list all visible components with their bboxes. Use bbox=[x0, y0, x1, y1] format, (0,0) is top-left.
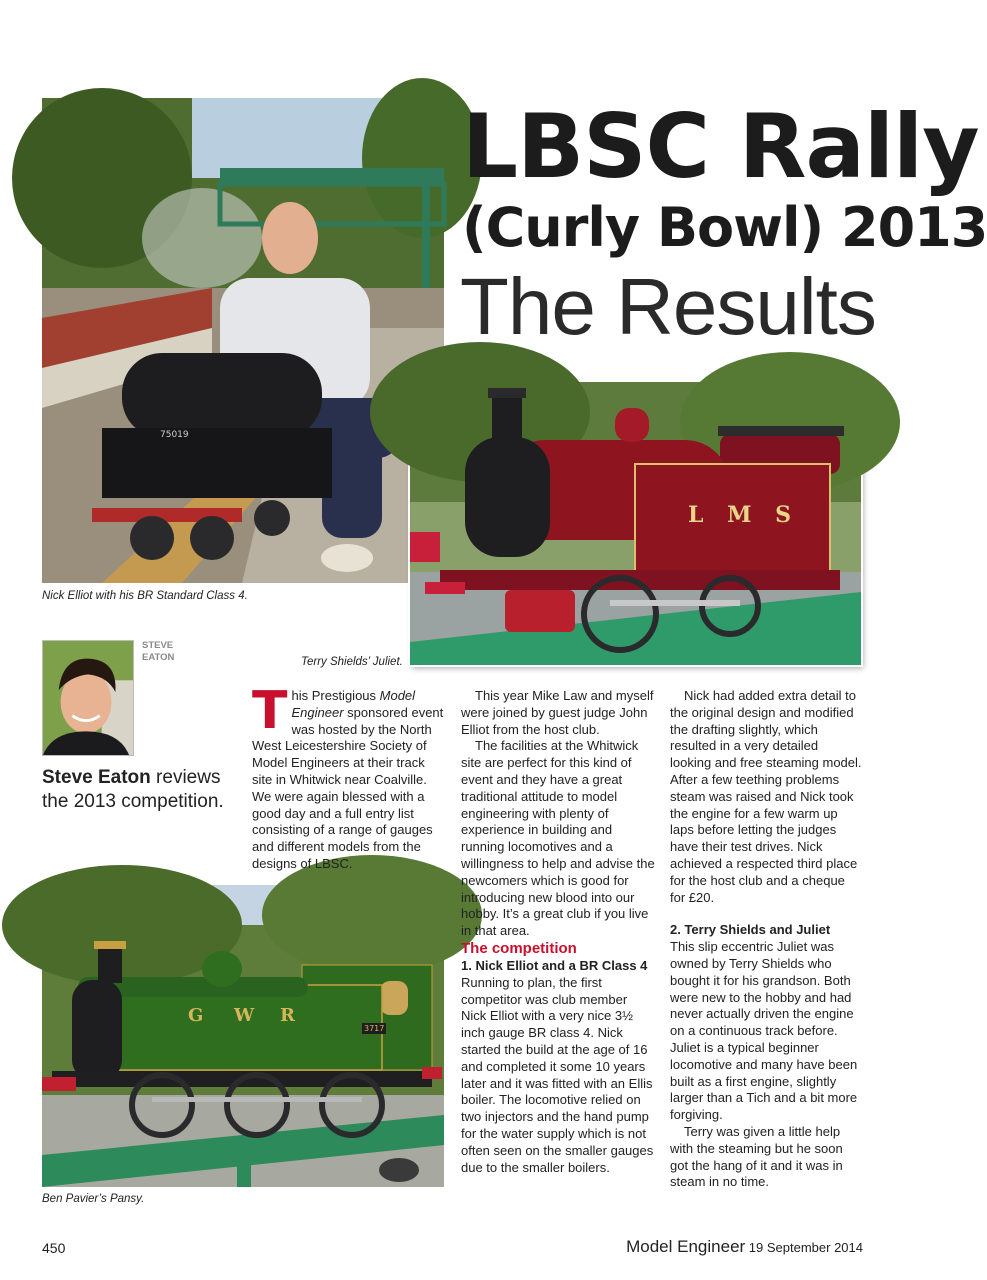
subheading-nick-elliot: 1. Nick Elliot and a BR Class 4 bbox=[461, 957, 648, 973]
photo-scene-gwr bbox=[42, 885, 444, 1187]
headline-line-2: (Curly Bowl) 2013 bbox=[462, 196, 987, 259]
article-column-3 bbox=[670, 688, 862, 1191]
author-tag bbox=[142, 640, 174, 664]
gwr-cab-number: 3717 bbox=[364, 1024, 385, 1033]
footer-magazine-name: Model Engineer bbox=[626, 1237, 746, 1256]
gwr-letter-w: W bbox=[234, 1005, 255, 1026]
footer-publication bbox=[626, 1237, 863, 1257]
author-name: Steve Eaton bbox=[42, 767, 151, 788]
col2-paragraph-2: The facilities at the Whitwick site are perfect for this kind of event and they have a great traditional attitude to model engineering with plenty of experience in building and running locomotives and a willingness to help and advise the newcomers which is good for introducing new blood into our hobby. It’s a great club if you live in that area. bbox=[461, 738, 655, 939]
page-number: 450 bbox=[42, 1240, 66, 1256]
article-intro-paragraph: This Prestigious Model Engineer sponsored event was hosted by the North West Leicestershire Society of Model Engineers at their track site in Whitwick near Coalville. We were again blessed with a good day and a full entry list consisting of a range of gauges and different models from the designs of LBSC. bbox=[252, 681, 444, 871]
photo-nick-elliot-br-class4 bbox=[42, 98, 444, 583]
col3-paragraph-2: This slip eccentric Juliet was owned by Terry Shields who bought it for his grandson. Both were new to the hobby and had never actually driven the engine on a continuous track before. Juliet is a typical beginner locomotive and many have been built as a first engine, slightly larger than a Tich and a bit more forgiving. bbox=[670, 939, 858, 1123]
caption-gwr-photo: Ben Pavier’s Pansy. bbox=[42, 1193, 145, 1205]
author-tag-last: EATON bbox=[142, 652, 175, 663]
col2-paragraph-1: This year Mike Law and myself were joined by guest judge John Elliot from the host club. bbox=[461, 688, 654, 737]
caption-lms-photo: Terry Shields’ Juliet. bbox=[301, 656, 403, 668]
col3-paragraph-3: Terry was given a little help with the steaming but he soon got the hang of it and it was in steam in no time. bbox=[670, 1123, 843, 1190]
subheading-terry-shields: 2. Terry Shields and Juliet bbox=[670, 922, 831, 938]
photo-scene-br bbox=[42, 98, 444, 583]
dropcap: T bbox=[252, 681, 288, 741]
author-headshot bbox=[42, 640, 134, 756]
br-smokebox-number: 75019 bbox=[160, 430, 189, 440]
standfirst bbox=[42, 766, 242, 814]
lms-tank-lettering: L M S bbox=[688, 502, 800, 528]
col2-paragraph-3: Running to plan, the first competitor was club member Nick Elliot with a very nice 3½ inch gauge BR class 4. Nick started the build at the age of 16 and completed it some 10 years later and it was fitted with an Ellis boiler. The locomotive relied on two injectors and the hand pump for the water supply which is not often seen on the smaller gauges due to the smaller boilers. bbox=[461, 974, 654, 1175]
headline-line-1: LBSC Rally bbox=[462, 95, 979, 198]
caption-main-photo: Nick Elliot with his BR Standard Class 4. bbox=[42, 590, 248, 602]
photo-ben-pavier-pansy bbox=[42, 885, 444, 1187]
article-column-2 bbox=[461, 688, 656, 1176]
section-heading-competition: The competition bbox=[461, 939, 577, 957]
photo-terry-shields-juliet bbox=[410, 382, 861, 665]
col3-paragraph-1: Nick had added extra detail to the original design and modified the drafting slightly, which resulted in a very detailed looking and free steaming model. After a few teething problems steam was raised and Nick took the engine for a few warm up laps before letting the judges have their test drives. Nick achieved a respected third place for the host club and a cheque for £20. bbox=[670, 688, 862, 905]
standfirst-text: reviews the 2013 competition. bbox=[42, 767, 224, 812]
footer-issue-date: 19 September 2014 bbox=[745, 1240, 863, 1255]
article-column-1 bbox=[252, 681, 444, 873]
magazine-name-italic: Model Engineer bbox=[291, 688, 416, 720]
gwr-letter-g: G bbox=[188, 1005, 204, 1026]
headline-line-3: The Results bbox=[460, 262, 876, 351]
author-tag-first: STEVE bbox=[142, 640, 174, 651]
gwr-letter-r: R bbox=[280, 1005, 295, 1026]
author-portrait bbox=[43, 641, 133, 755]
